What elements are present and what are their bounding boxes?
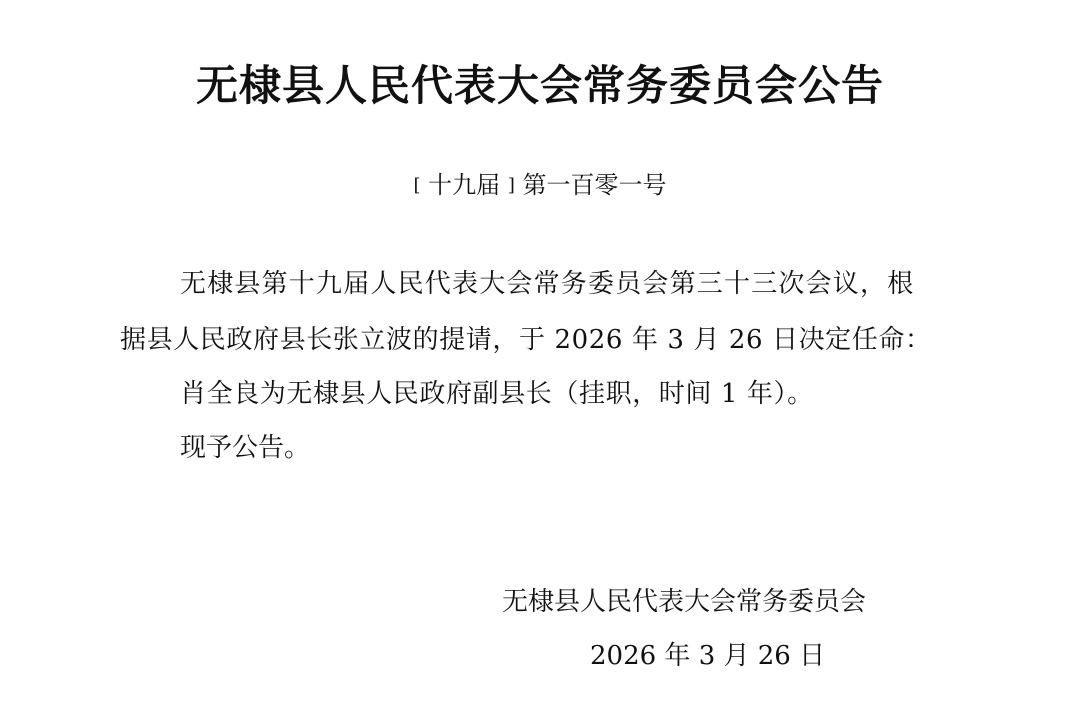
document-title: 无棣县人民代表大会常务委员会公告	[195, 61, 884, 110]
open-bracket: [	[413, 175, 421, 196]
close-bracket: ]	[507, 175, 515, 196]
session-label: 十九届	[428, 171, 501, 199]
signature-date: 2026 年 3 月 26 日	[590, 641, 826, 671]
body-paragraph-1-line-1: 无棣县第十九届人民代表大会常务委员会第三十三次会议，根	[180, 269, 915, 299]
body-paragraph-1-line-2: 据县人民政府县长张立波的提请，于 2026 年 3 月 26 日决定任命：	[120, 325, 932, 355]
body-paragraph-2: 肖全良为无棣县人民政府副县长（挂职，时间 1 年）。	[180, 379, 814, 409]
signature-organization: 无棣县人民代表大会常务委员会	[502, 587, 867, 617]
document-number	[0, 168, 1080, 203]
serial-number: 第一百零一号	[522, 171, 667, 199]
body-paragraph-3: 现予公告。	[180, 433, 311, 463]
